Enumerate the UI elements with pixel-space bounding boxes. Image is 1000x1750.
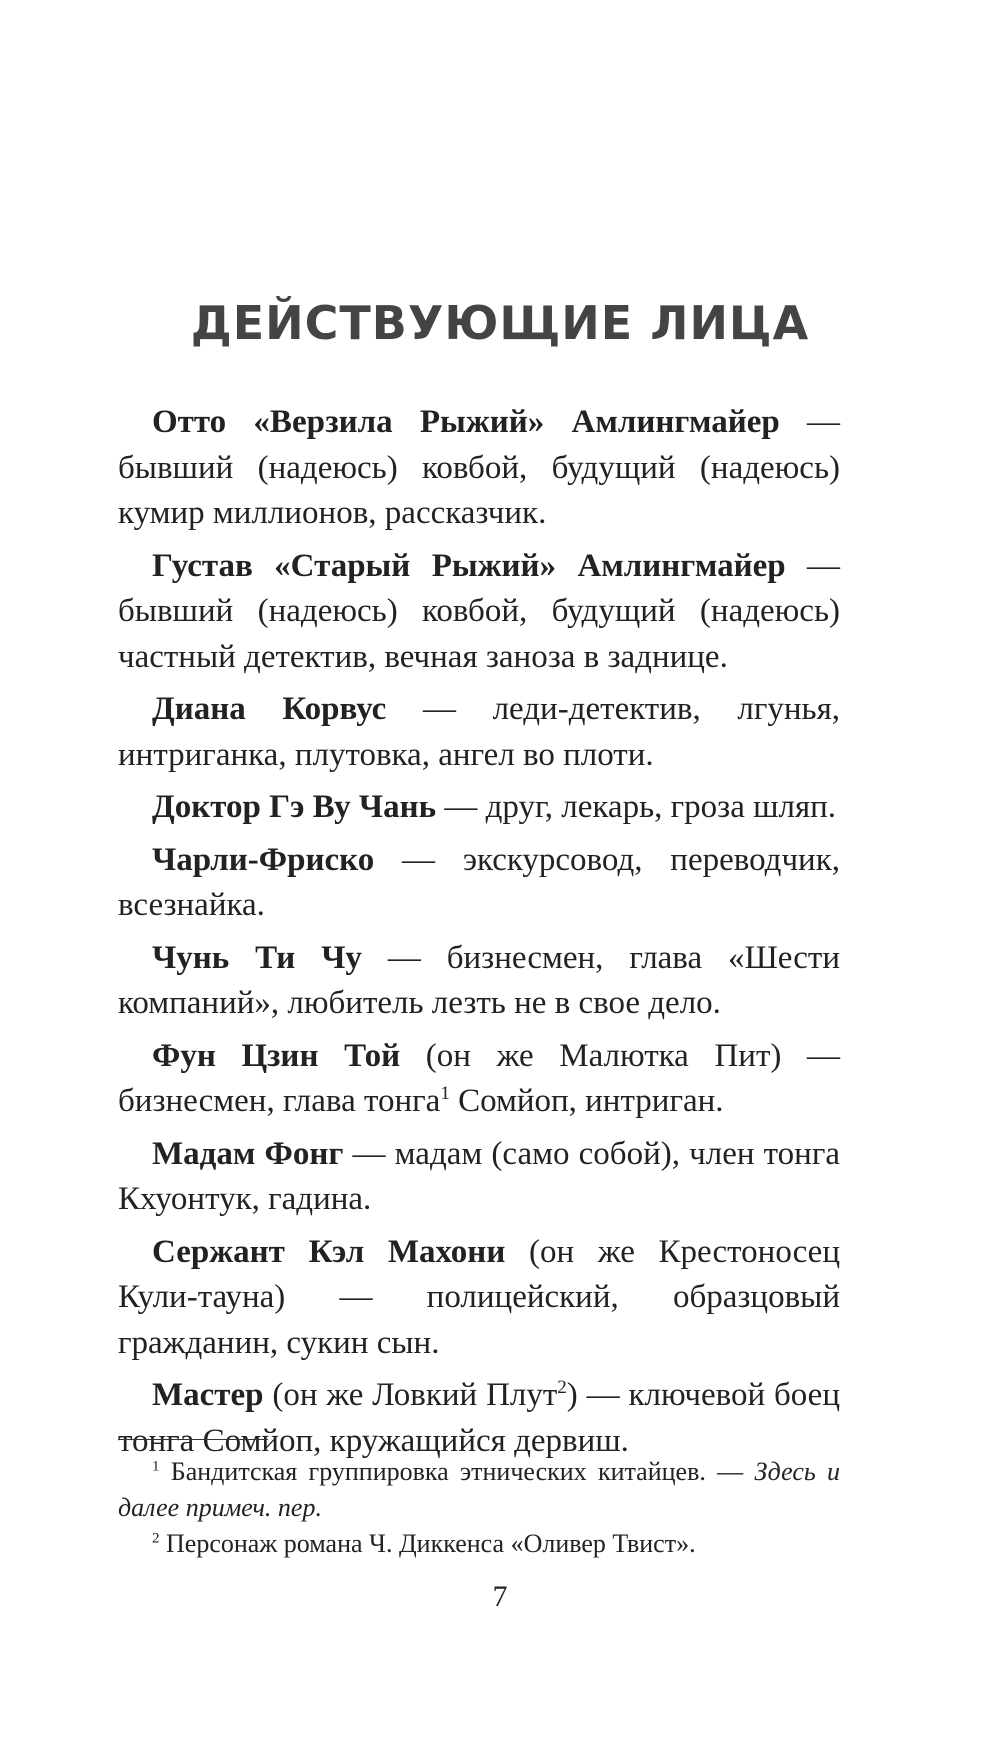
character-description: — друг, лекарь, гроза шляп.: [436, 789, 837, 825]
page-title: ДЕЙСТВУЮЩИЕ ЛИЦА: [190, 296, 810, 350]
footnote-attribution: Здесь и далее примеч. пер.: [118, 1457, 840, 1522]
character-description: — мадам (само собой), член тонга Кхуонтук, гадина.: [118, 1135, 840, 1217]
character-name: Чунь Ти Чу: [152, 939, 362, 976]
character-entry: [118, 1230, 840, 1367]
footnote-divider: [118, 1439, 268, 1440]
character-entry: [118, 838, 840, 929]
footnote-number: 2: [152, 1530, 160, 1547]
character-description: — леди-детектив, лгунья, интриганка, плутовка, ангел во плоти.: [118, 691, 840, 773]
character-description: — экскурсовод, переводчик, всезнайка.: [118, 841, 840, 923]
character-name: Фун Цзин Той: [152, 1037, 401, 1074]
character-name: Отто «Верзила Рыжий» Амлингмайер: [152, 404, 780, 440]
character-entry: [118, 1132, 840, 1223]
character-entry: [118, 1034, 840, 1125]
character-description: (он же Малютка Пит) — бизнесмен, глава тонга: [118, 1037, 841, 1119]
footnote-marker: 1: [440, 1083, 450, 1104]
character-entry: [118, 400, 840, 537]
character-name: Сержант Кэл Махони: [152, 1233, 506, 1270]
footnote-number: 1: [152, 1458, 160, 1475]
character-name: Доктор Гэ Ву Чань: [152, 789, 437, 825]
character-entry: [118, 687, 840, 778]
character-entry: [118, 1373, 840, 1464]
character-description: (он же Ловкий Плут: [263, 1377, 558, 1413]
footnote-text: Персонаж романа Ч. Диккенса «Оливер Твист».: [159, 1529, 696, 1558]
character-description: — бывший (надеюсь) ковбой, будущий (надеюсь) частный детектив, вечная заноза в заднице.: [118, 547, 840, 675]
character-description-cont: ) — ключевой боец тонга Сомйоп, кружащийся дервиш.: [118, 1377, 840, 1459]
footnote: [118, 1526, 840, 1562]
character-name: Густав «Старый Рыжий» Амлингмайер: [152, 547, 786, 584]
character-description-cont: Сомйоп, интриган.: [449, 1083, 724, 1119]
page-number: 7: [492, 1580, 508, 1613]
character-description: — бизнесмен, глава «Шести компаний», любитель лезть не в свое дело.: [118, 939, 840, 1021]
character-list: [118, 400, 840, 1471]
character-description: (он же Крестоносец Кули-тауна) — полицейский, образцовый гражданин, сукин сын.: [118, 1233, 840, 1361]
character-description: — бывший (надеюсь) ковбой, будущий (надеюсь) кумир миллионов, рассказчик.: [118, 404, 841, 531]
character-entry: [118, 785, 840, 831]
character-entry: [118, 936, 840, 1027]
footnote-text: Бандитская группировка этнических китайцев. —: [159, 1457, 755, 1486]
character-name: Мастер: [152, 1377, 264, 1413]
character-name: Чарли-Фриско: [152, 841, 375, 878]
footnote-marker: 2: [557, 1377, 567, 1398]
character-name: Диана Корвус: [152, 691, 387, 727]
footnotes: [118, 1454, 840, 1562]
character-entry: [118, 544, 840, 681]
footnote: [118, 1454, 840, 1526]
character-name: Мадам Фонг: [152, 1135, 344, 1172]
